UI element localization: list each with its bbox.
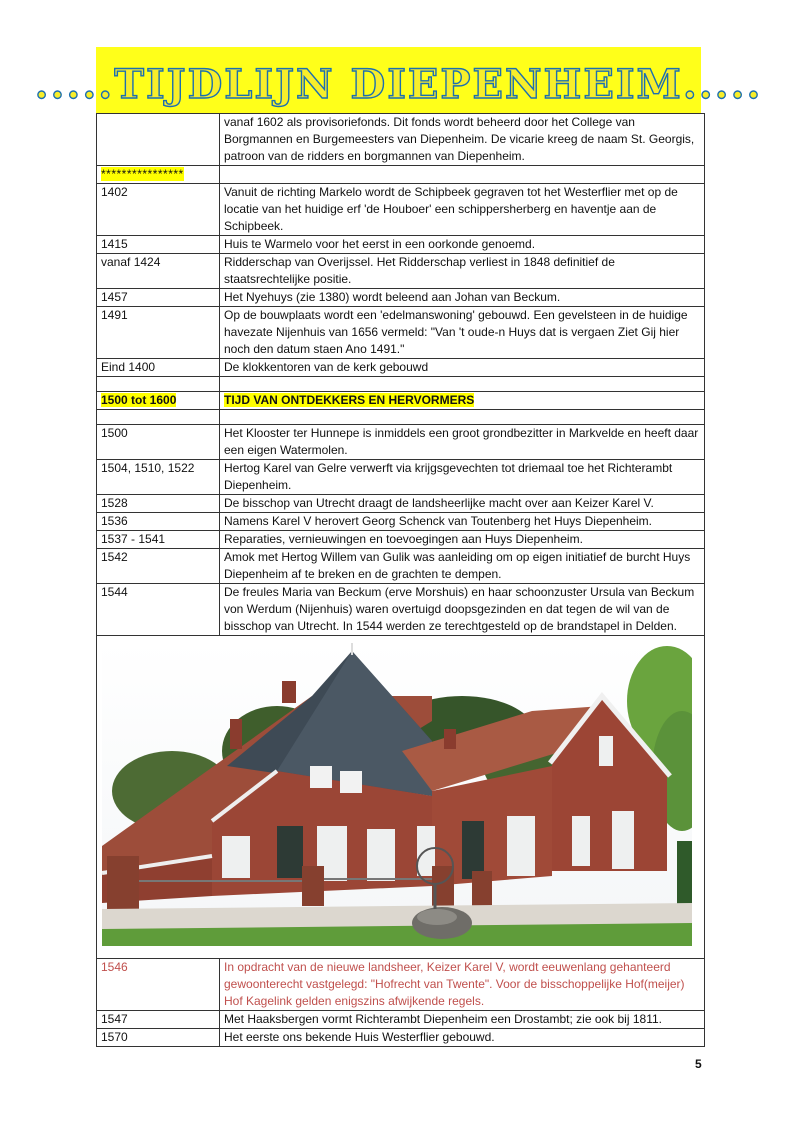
year-cell: 1536 — [97, 513, 220, 531]
year-cell: 1542 — [97, 549, 220, 584]
event-cell: Het Nyehuys (zie 1380) wordt beleend aan Johan van Beckum. — [220, 289, 705, 307]
section-header-row — [97, 392, 705, 410]
year-cell: 1570 — [97, 1029, 220, 1047]
event-cell: Het eerste ons bekende Huis Westerflier gebouwd. — [220, 1029, 705, 1047]
table-row — [97, 307, 705, 359]
section-title: TIJD VAN ONTDEKKERS EN HERVORMERS — [224, 393, 475, 407]
stars-separator: **************** — [101, 167, 184, 181]
table-row — [97, 254, 705, 289]
event-cell: Vanuit de richting Markelo wordt de Schipbeek gegraven tot het Westerflier met op de locatie van het huidige erf 'de Houboer' een schippersherberg en haventje aan de Schipbeek. — [220, 184, 705, 236]
event-cell: Namens Karel V herovert Georg Schenck van Toutenberg het Huys Diepenheim. — [220, 513, 705, 531]
year-cell: vanaf 1424 — [97, 254, 220, 289]
event-cell: Op de bouwplaats wordt een 'edelmanswoning' gebouwd. Een gevelsteen in de huidige havezate Nijenhuis van 1656 vermeld: "Van 't oude-n Huys dat is vergaen Ziet Gij hier noch den datum staen Ano 1491." — [220, 307, 705, 359]
table-row — [97, 460, 705, 495]
event-cell — [220, 410, 705, 425]
farmhouse-photo — [102, 641, 692, 946]
section-period-cell — [97, 392, 220, 410]
photo-row — [97, 636, 705, 959]
table-row — [97, 549, 705, 584]
year-cell: 1544 — [97, 584, 220, 636]
empty-row — [97, 410, 705, 425]
section-title-cell — [220, 392, 705, 410]
year-cell: 1402 — [97, 184, 220, 236]
table-row — [97, 236, 705, 254]
page-number: 5 — [695, 1057, 702, 1071]
event-cell: De freules Maria van Beckum (erve Morshuis) en haar schoonzuster Ursula van Beckum von Werdum (Nijenhuis) waren overtuigd doopsgezinden en dat tegen de wil van de bisschop van Utrecht. In 1544 werden ze terechtgesteld op de brandstapel in Delden. — [220, 584, 705, 636]
year-cell: 1546 — [97, 959, 220, 1011]
table-row — [97, 495, 705, 513]
event-cell: Ridderschap van Overijssel. Het Ridderschap verliest in 1848 definitief de staatsrechtelijke positie. — [220, 254, 705, 289]
table-row — [97, 359, 705, 377]
table-row — [97, 184, 705, 236]
event-cell: De klokkentoren van de kerk gebouwd — [220, 359, 705, 377]
section-period: 1500 tot 1600 — [101, 393, 177, 407]
photo-cell — [97, 636, 705, 959]
event-cell: Hertog Karel van Gelre verwerft via krijgsgevechten tot driemaal toe het Richterambt Diepenheim. — [220, 460, 705, 495]
table-row — [97, 584, 705, 636]
year-cell — [97, 377, 220, 392]
year-cell: Eind 1400 — [97, 359, 220, 377]
year-cell — [97, 166, 220, 184]
event-cell: In opdracht van de nieuwe landsheer, Keizer Karel V, wordt eeuwenlang gehanteerd gewoonterecht vastgelegd: "Hofrecht van Twente". Voor de bisschoppelijke Hof(meijer) Hof Kagelink gelden enigszins afwijkende regels. — [220, 959, 705, 1011]
year-cell: 1415 — [97, 236, 220, 254]
table-row — [97, 289, 705, 307]
empty-row — [97, 377, 705, 392]
table-row-highlighted — [97, 959, 705, 1011]
year-cell: 1537 - 1541 — [97, 531, 220, 549]
table-row — [97, 425, 705, 460]
year-cell — [97, 410, 220, 425]
timeline-table — [96, 113, 705, 1047]
year-cell: 1528 — [97, 495, 220, 513]
event-cell: vanaf 1602 als provisoriefonds. Dit fonds wordt beheerd door het College van Borgmannen en Burgemeesters van Diepenheim. De vicarie kreeg de naam St. Georgis, patroon van de ridders en borgmannen van Diepenheim. — [220, 114, 705, 166]
event-cell: Amok met Hertog Willem van Gulik was aanleiding om op eigen initiatief de burcht Huys Diepenheim af te breken en de grachten te dempen. — [220, 549, 705, 584]
event-cell: Reparaties, vernieuwingen en toevoegingen aan Huys Diepenheim. — [220, 531, 705, 549]
table-row — [97, 1011, 705, 1029]
separator-row — [97, 166, 705, 184]
event-cell — [220, 166, 705, 184]
table-row — [97, 1029, 705, 1047]
table-row — [97, 114, 705, 166]
table-row — [97, 513, 705, 531]
page-title: .....TIJDLIJN DIEPENHEIM..... — [34, 61, 763, 108]
title-banner — [34, 47, 763, 113]
event-cell: Het Klooster ter Hunnepe is inmiddels een groot grondbezitter in Markvelde en heeft daar een eigen Watermolen. — [220, 425, 705, 460]
year-cell: 1547 — [97, 1011, 220, 1029]
event-cell — [220, 377, 705, 392]
table-row — [97, 531, 705, 549]
year-cell: 1491 — [97, 307, 220, 359]
event-cell: Met Haaksbergen vormt Richterambt Diepenheim een Drostambt; zie ook bij 1811. — [220, 1011, 705, 1029]
year-cell — [97, 114, 220, 166]
event-cell: De bisschop van Utrecht draagt de landsheerlijke macht over aan Keizer Karel V. — [220, 495, 705, 513]
year-cell: 1504, 1510, 1522 — [97, 460, 220, 495]
event-cell: Huis te Warmelo voor het eerst in een oorkonde genoemd. — [220, 236, 705, 254]
year-cell: 1500 — [97, 425, 220, 460]
year-cell: 1457 — [97, 289, 220, 307]
